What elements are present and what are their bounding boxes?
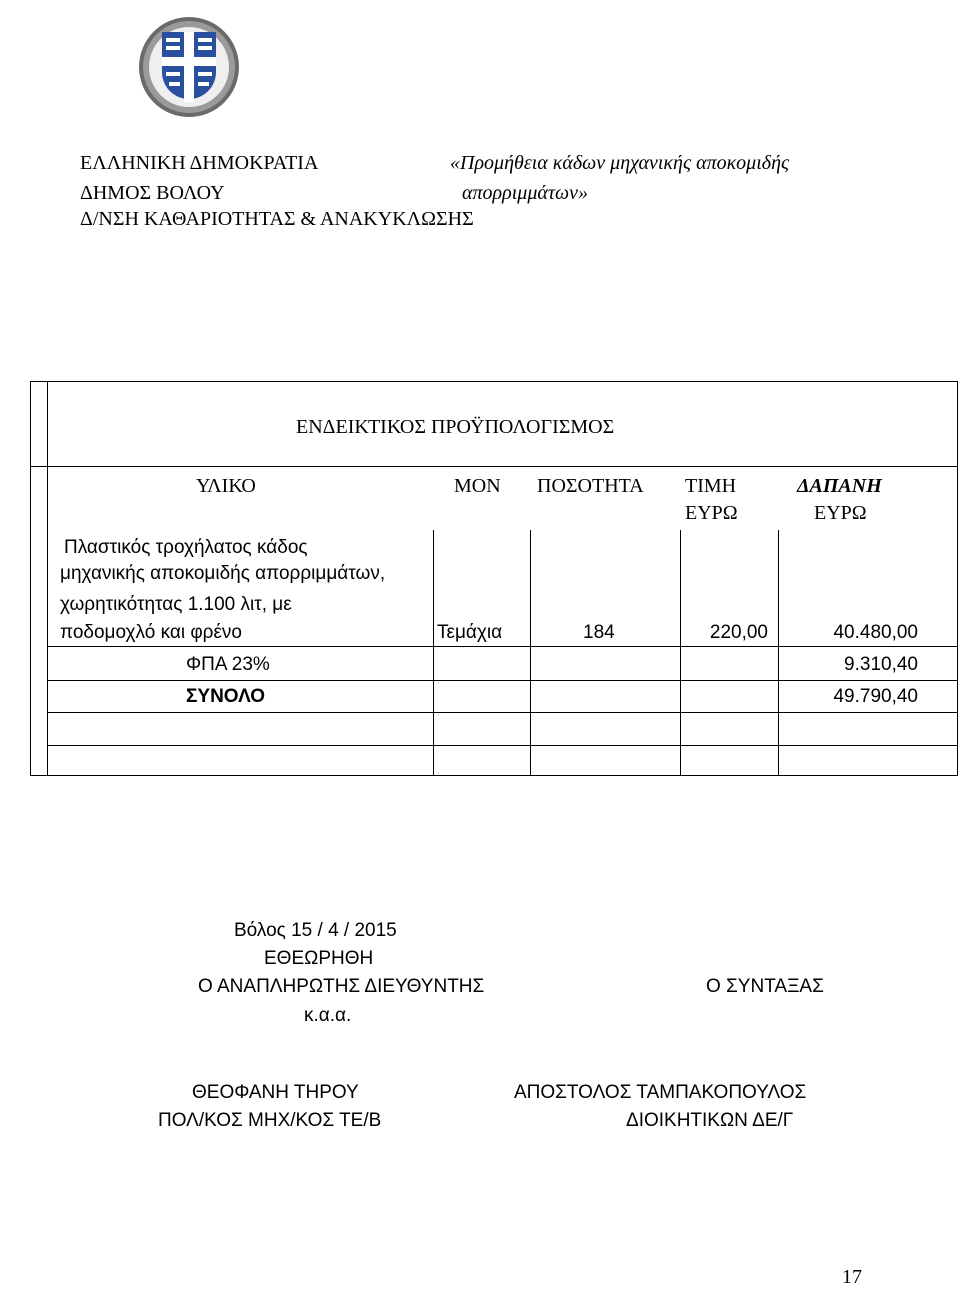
org-line-2: ΔΗΜΟΣ ΒΟΛΟΥ: [80, 182, 225, 204]
item-quantity: 184: [583, 622, 615, 643]
table-rule: [778, 530, 779, 646]
page-number: 17: [842, 1266, 862, 1288]
vat-label: ΦΠΑ 23%: [186, 654, 270, 675]
org-line-1: ΕΛΛΗΝΙΚΗ ΔΗΜΟΚΡΑΤΙΑ: [80, 152, 319, 174]
table-rule: [47, 680, 958, 681]
table-rule: [778, 646, 779, 776]
reviewer-role: ΠΟΛ/ΚΟΣ ΜΗΧ/ΚΟΣ ΤΕ/Β: [158, 1110, 382, 1131]
place-date: Βόλος 15 / 4 / 2015: [234, 920, 397, 941]
header-quantity: ΠΟΣΟΤΗΤΑ: [537, 475, 644, 497]
table-rule: [530, 646, 531, 776]
item-unit-price: 220,00: [709, 622, 768, 643]
reviewer-abbreviation: κ.α.α.: [304, 1005, 352, 1026]
table-rule: [433, 646, 434, 776]
reviewer-title: Ο ΑΝΑΠΛΗΡΩΤΗΣ ΔΙΕΥΘΥΝΤΗΣ: [198, 976, 485, 997]
vat-value: 9.310,40: [844, 654, 918, 675]
header-price-2: ΕΥΡΩ: [685, 502, 738, 524]
table-title: ΕΝΔΕΙΚΤΙΚΟΣ ΠΡΟΫΠΟΛΟΓΙΣΜΟΣ: [296, 416, 615, 438]
author-role: ΔΙΟΙΚΗΤΙΚΩΝ ΔΕ/Γ: [626, 1110, 794, 1131]
header-cost-1: ΔΑΠΑΝΗ: [797, 475, 882, 497]
item-cost: 40.480,00: [833, 622, 918, 643]
table-rule: [47, 745, 958, 746]
table-rule: [47, 646, 958, 647]
author-title: Ο ΣΥΝΤΑΞΑΣ: [706, 976, 824, 997]
project-title-line-1: «Προμήθεια κάδων μηχανικής αποκομιδής: [450, 152, 790, 174]
table-rule: [530, 530, 531, 646]
item-description-4: ποδομοχλό και φρένο: [60, 622, 243, 643]
author-name: ΑΠΟΣΤΟΛΟΣ ΤΑΜΠΑΚΟΠΟΥΛΟΣ: [514, 1082, 807, 1103]
total-label: ΣΥΝΟΛΟ: [186, 686, 266, 707]
header-price-1: ΤΙΜΗ: [685, 475, 737, 497]
table-rule: [30, 466, 958, 467]
reviewed-label: ΕΘΕΩΡΗΘΗ: [264, 948, 374, 969]
header-cost-2: ΕΥΡΩ: [814, 502, 867, 524]
project-title-line-2: απορριμμάτων»: [462, 182, 589, 204]
total-value: 49.790,40: [833, 686, 918, 707]
table-gutter-line: [47, 381, 48, 776]
table-rule: [680, 646, 681, 776]
header-item: ΥΛΙΚΟ: [196, 475, 256, 497]
org-line-3: Δ/ΝΣΗ ΚΑΘΑΡΙΟΤΗΤΑΣ & ΑΝΑΚΥΚΛΩΣΗΣ: [80, 208, 474, 230]
table-rule: [47, 712, 958, 713]
item-description-2: μηχανικής αποκομιδής απορριμμάτων,: [60, 563, 386, 584]
item-description-1: Πλαστικός τροχήλατος κάδος: [64, 537, 308, 558]
reviewer-name: ΘΕΟΦΑΝΗ ΤΗΡΟΥ: [192, 1082, 359, 1103]
header-unit: ΜΟΝ: [454, 475, 501, 497]
item-description-3: χωρητικότητας 1.100 λιτ, με: [60, 594, 292, 615]
item-unit: Τεμάχια: [437, 622, 503, 643]
table-rule: [433, 530, 434, 646]
coat-of-arms-logo: [136, 14, 242, 120]
